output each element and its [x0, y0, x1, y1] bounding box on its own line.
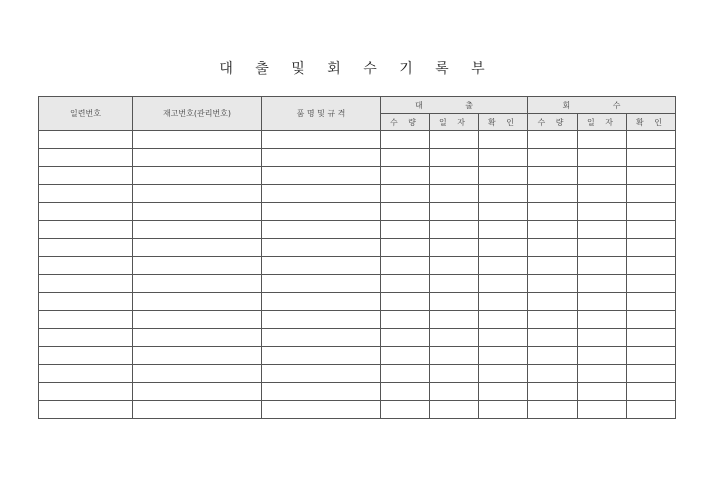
- table-cell[interactable]: [430, 383, 479, 401]
- table-cell[interactable]: [133, 275, 262, 293]
- table-row: [39, 203, 676, 221]
- table-cell[interactable]: [262, 293, 381, 311]
- table-cell[interactable]: [578, 131, 627, 149]
- table-cell[interactable]: [479, 131, 528, 149]
- table-cell[interactable]: [528, 365, 578, 383]
- table-cell[interactable]: [627, 383, 676, 401]
- table-cell[interactable]: [262, 257, 381, 275]
- table-cell[interactable]: [381, 203, 430, 221]
- table-cell[interactable]: [578, 275, 627, 293]
- table-cell[interactable]: [430, 275, 479, 293]
- table-cell[interactable]: [39, 275, 133, 293]
- table-cell[interactable]: [39, 149, 133, 167]
- table-cell[interactable]: [133, 167, 262, 185]
- table-cell[interactable]: [479, 347, 528, 365]
- table-cell[interactable]: [430, 347, 479, 365]
- table-cell[interactable]: [627, 365, 676, 383]
- table-cell[interactable]: [133, 311, 262, 329]
- table-cell[interactable]: [262, 221, 381, 239]
- table-cell[interactable]: [39, 203, 133, 221]
- ledger-body: [39, 131, 676, 419]
- table-cell[interactable]: [528, 311, 578, 329]
- table-cell[interactable]: [528, 221, 578, 239]
- table-cell[interactable]: [430, 167, 479, 185]
- table-cell[interactable]: [262, 149, 381, 167]
- table-cell[interactable]: [528, 347, 578, 365]
- table-cell[interactable]: [133, 383, 262, 401]
- table-cell[interactable]: [133, 131, 262, 149]
- table-cell[interactable]: [627, 401, 676, 419]
- table-cell[interactable]: [133, 365, 262, 383]
- table-cell[interactable]: [430, 203, 479, 221]
- column-group-header-loan: 대 출: [381, 97, 528, 114]
- table-cell[interactable]: [381, 383, 430, 401]
- loan-return-ledger-table: [38, 96, 676, 419]
- table-cell[interactable]: [627, 293, 676, 311]
- table-cell[interactable]: [479, 365, 528, 383]
- table-cell[interactable]: [479, 203, 528, 221]
- table-cell[interactable]: [479, 329, 528, 347]
- table-cell[interactable]: [381, 311, 430, 329]
- table-cell[interactable]: [381, 167, 430, 185]
- table-cell[interactable]: [430, 185, 479, 203]
- table-cell[interactable]: [627, 131, 676, 149]
- table-cell[interactable]: [627, 257, 676, 275]
- table-cell[interactable]: [578, 185, 627, 203]
- page-title: 대 출 및 회 수 기 록 부: [219, 61, 494, 77]
- table-cell[interactable]: [479, 239, 528, 257]
- table-cell[interactable]: [430, 311, 479, 329]
- table-cell[interactable]: [262, 275, 381, 293]
- table-cell[interactable]: [430, 221, 479, 239]
- table-cell[interactable]: [381, 401, 430, 419]
- table-cell[interactable]: [262, 203, 381, 221]
- column-header-loan-date: 일 자: [430, 114, 479, 131]
- table-cell[interactable]: [578, 383, 627, 401]
- table-cell[interactable]: [528, 203, 578, 221]
- column-header-loan-quantity: 수 량: [381, 114, 430, 131]
- table-row: [39, 149, 676, 167]
- table-cell[interactable]: [578, 239, 627, 257]
- table-cell[interactable]: [39, 185, 133, 203]
- table-cell[interactable]: [578, 347, 627, 365]
- table-cell[interactable]: [39, 311, 133, 329]
- table-row: [39, 239, 676, 257]
- table-cell[interactable]: [39, 401, 133, 419]
- table-cell[interactable]: [528, 257, 578, 275]
- table-cell[interactable]: [578, 221, 627, 239]
- table-cell[interactable]: [262, 167, 381, 185]
- table-row: [39, 131, 676, 149]
- table-cell[interactable]: [479, 383, 528, 401]
- table-cell[interactable]: [39, 167, 133, 185]
- table-cell[interactable]: [479, 221, 528, 239]
- column-header-inventory-number: 재고번호(관리번호): [133, 97, 262, 131]
- column-header-return-confirm: 확 인: [627, 114, 676, 131]
- table-cell[interactable]: [133, 293, 262, 311]
- table-cell[interactable]: [528, 383, 578, 401]
- table-cell[interactable]: [381, 239, 430, 257]
- table-cell[interactable]: [578, 203, 627, 221]
- table-cell[interactable]: [39, 365, 133, 383]
- table-cell[interactable]: [479, 257, 528, 275]
- table-cell[interactable]: [528, 275, 578, 293]
- table-cell[interactable]: [381, 221, 430, 239]
- table-cell[interactable]: [133, 185, 262, 203]
- table-row: [39, 383, 676, 401]
- table-cell[interactable]: [479, 293, 528, 311]
- table-row: [39, 347, 676, 365]
- table-cell[interactable]: [381, 149, 430, 167]
- table-cell[interactable]: [381, 347, 430, 365]
- table-cell[interactable]: [39, 347, 133, 365]
- table-cell[interactable]: [528, 149, 578, 167]
- table-row: [39, 293, 676, 311]
- table-cell[interactable]: [430, 257, 479, 275]
- table-cell[interactable]: [578, 293, 627, 311]
- table-cell[interactable]: [39, 329, 133, 347]
- table-cell[interactable]: [528, 131, 578, 149]
- table-cell[interactable]: [430, 239, 479, 257]
- table-row: [39, 401, 676, 419]
- table-cell[interactable]: [262, 347, 381, 365]
- table-cell[interactable]: [578, 257, 627, 275]
- table-cell[interactable]: [430, 401, 479, 419]
- table-cell[interactable]: [578, 401, 627, 419]
- table-cell[interactable]: [381, 293, 430, 311]
- table-cell[interactable]: [133, 149, 262, 167]
- table-cell[interactable]: [39, 257, 133, 275]
- table-cell[interactable]: [479, 149, 528, 167]
- table-cell[interactable]: [627, 167, 676, 185]
- table-cell[interactable]: [133, 221, 262, 239]
- table-cell[interactable]: [430, 149, 479, 167]
- column-header-return-quantity: 수 량: [528, 114, 578, 131]
- table-cell[interactable]: [627, 275, 676, 293]
- table-cell[interactable]: [578, 329, 627, 347]
- table-cell[interactable]: [627, 311, 676, 329]
- table-row: [39, 257, 676, 275]
- table-cell[interactable]: [528, 185, 578, 203]
- table-cell[interactable]: [578, 311, 627, 329]
- table-cell[interactable]: [381, 329, 430, 347]
- table-cell[interactable]: [627, 221, 676, 239]
- table-row: [39, 329, 676, 347]
- table-cell[interactable]: [262, 311, 381, 329]
- table-row: [39, 167, 676, 185]
- table-cell[interactable]: [133, 329, 262, 347]
- table-cell[interactable]: [479, 401, 528, 419]
- table-cell[interactable]: [578, 167, 627, 185]
- table-cell[interactable]: [381, 257, 430, 275]
- table-cell[interactable]: [430, 329, 479, 347]
- column-header-item-and-spec: 품 명 및 규 격: [262, 97, 381, 131]
- column-header-serial-number: 일련번호: [39, 97, 133, 131]
- table-row: [39, 311, 676, 329]
- table-cell[interactable]: [528, 239, 578, 257]
- table-row: [39, 185, 676, 203]
- column-header-return-date: 일 자: [578, 114, 627, 131]
- table-cell[interactable]: [381, 131, 430, 149]
- column-group-header-return: 회 수: [528, 97, 676, 114]
- table-cell[interactable]: [262, 131, 381, 149]
- table-cell[interactable]: [528, 293, 578, 311]
- table-cell[interactable]: [430, 131, 479, 149]
- table-cell[interactable]: [381, 365, 430, 383]
- table-cell[interactable]: [528, 329, 578, 347]
- table-cell[interactable]: [479, 185, 528, 203]
- table-cell[interactable]: [381, 185, 430, 203]
- table-cell[interactable]: [39, 293, 133, 311]
- table-cell[interactable]: [479, 275, 528, 293]
- table-cell[interactable]: [133, 401, 262, 419]
- table-cell[interactable]: [39, 383, 133, 401]
- table-row: [39, 365, 676, 383]
- table-cell[interactable]: [578, 365, 627, 383]
- table-cell[interactable]: [133, 257, 262, 275]
- table-cell[interactable]: [578, 149, 627, 167]
- table-cell[interactable]: [627, 149, 676, 167]
- table-cell[interactable]: [528, 401, 578, 419]
- table-cell[interactable]: [262, 383, 381, 401]
- column-header-loan-confirm: 확 인: [479, 114, 528, 131]
- table-cell[interactable]: [627, 329, 676, 347]
- table-cell[interactable]: [627, 347, 676, 365]
- table-cell[interactable]: [381, 275, 430, 293]
- table-cell[interactable]: [627, 239, 676, 257]
- table-cell[interactable]: [133, 239, 262, 257]
- table-cell[interactable]: [627, 203, 676, 221]
- table-cell[interactable]: [262, 185, 381, 203]
- table-cell[interactable]: [627, 185, 676, 203]
- table-cell[interactable]: [133, 347, 262, 365]
- table-row: [39, 275, 676, 293]
- table-cell[interactable]: [479, 311, 528, 329]
- table-cell[interactable]: [430, 293, 479, 311]
- table-cell[interactable]: [262, 365, 381, 383]
- table-cell[interactable]: [479, 167, 528, 185]
- table-row: [39, 221, 676, 239]
- table-cell[interactable]: [262, 401, 381, 419]
- table-cell[interactable]: [528, 167, 578, 185]
- table-cell[interactable]: [430, 365, 479, 383]
- table-cell[interactable]: [133, 203, 262, 221]
- table-cell[interactable]: [262, 239, 381, 257]
- table-cell[interactable]: [39, 239, 133, 257]
- table-cell[interactable]: [39, 221, 133, 239]
- table-cell[interactable]: [39, 131, 133, 149]
- table-cell[interactable]: [262, 329, 381, 347]
